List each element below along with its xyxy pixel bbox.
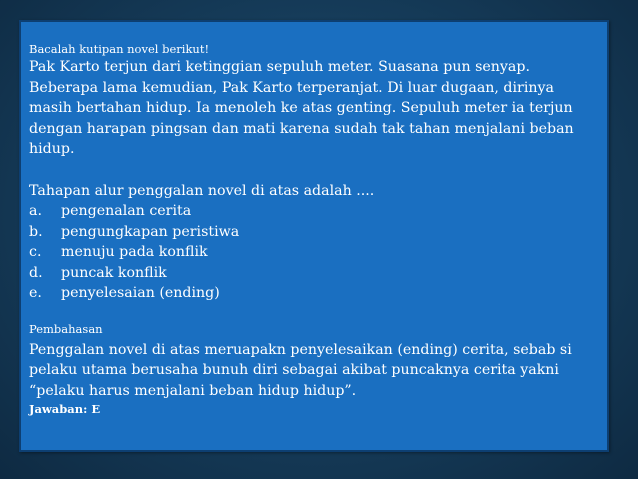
option-letter: d. [29, 264, 43, 281]
option-text: pengenalan cerita [61, 203, 192, 219]
option-c [29, 242, 601, 263]
passage-line: dengan harapan pingsan dan mati karena sudah tak tahan menjalani beban [29, 120, 574, 137]
question: Tahapan alur penggalan novel di atas adalah .... [29, 182, 375, 199]
discussion-line: “pelaku harus menjalani beban hidup hidup”. [29, 382, 357, 399]
option-e [29, 283, 601, 304]
options-list [29, 201, 601, 304]
option-text: pengungkapan peristiwa [61, 223, 240, 240]
option-letter: c. [29, 244, 42, 260]
discussion-label: Pembahasan [29, 321, 103, 336]
content-area [29, 42, 601, 417]
content-panel [19, 20, 609, 452]
option-text: puncak konflik [61, 264, 167, 281]
passage-line: masih bertahan hidup. Ia menoleh ke atas genting. Sepuluh meter ia terjun [29, 100, 573, 116]
discussion-line: pelaku utama berusaha bunuh diri sebagai akibat puncaknya cerita yakni [29, 362, 559, 378]
passage-line: Beberapa lama kemudian, Pak Karto terperanjat. Di luar dugaan, dirinya [29, 79, 554, 96]
discussion-line: Penggalan novel di atas meruapakn penyelesaikan (ending) cerita, sebab si [29, 341, 572, 358]
option-d [29, 263, 601, 284]
passage-line: hidup. [29, 141, 75, 157]
option-letter: a. [29, 203, 42, 219]
option-letter: e. [29, 285, 42, 301]
option-b [29, 222, 601, 243]
option-text: menuju pada konflik [61, 244, 208, 260]
answer: Jawaban: E [29, 402, 101, 416]
option-a [29, 201, 601, 222]
passage-line: Pak Karto terjun dari ketinggian sepuluh meter. Suasana pun senyap. [29, 59, 530, 75]
option-letter: b. [29, 223, 43, 240]
discussion [29, 340, 601, 402]
intro-label: Bacalah kutipan novel berikut! [29, 42, 210, 56]
passage [29, 57, 601, 160]
option-text: penyelesaian (ending) [61, 285, 220, 301]
